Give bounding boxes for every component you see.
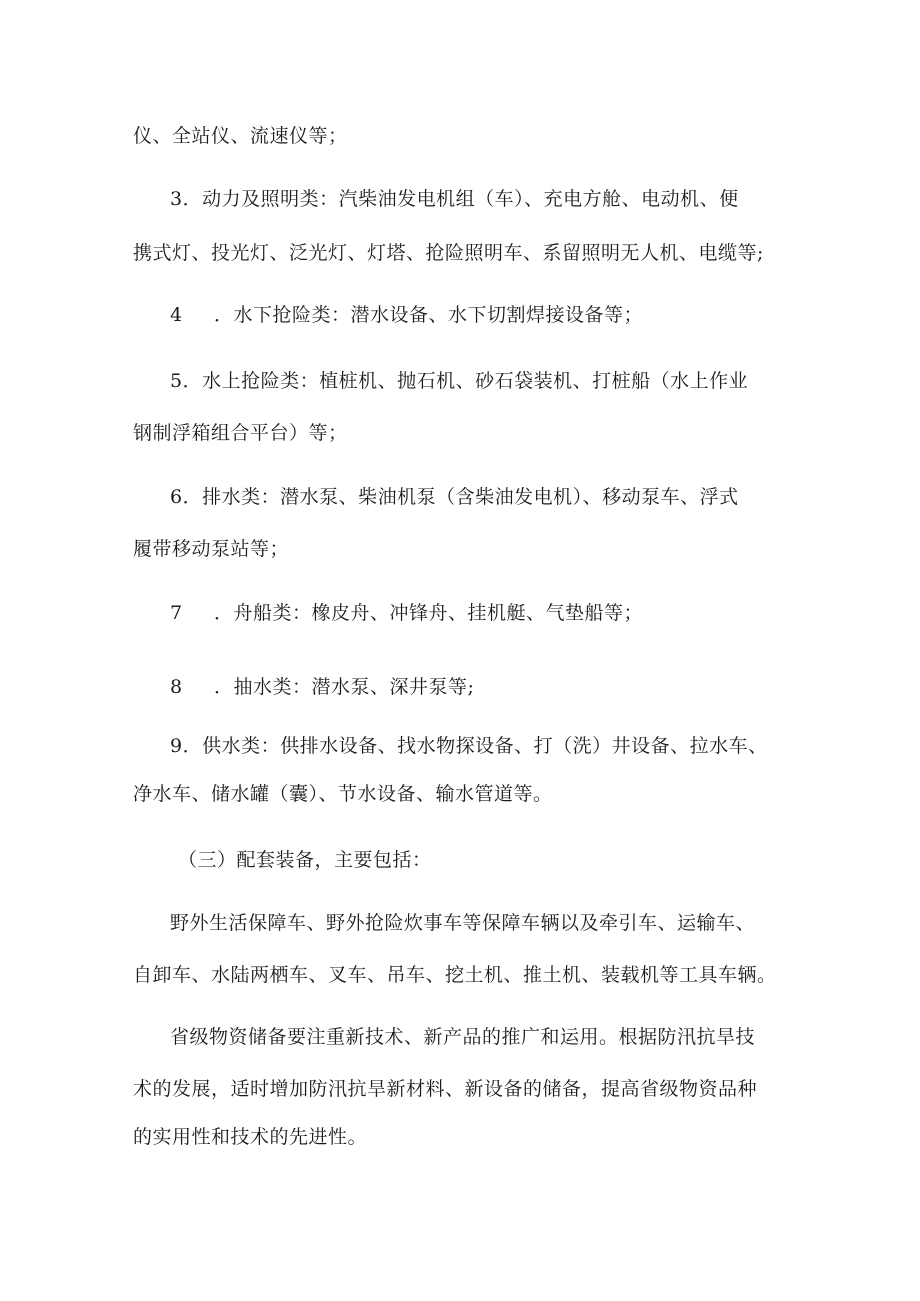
item-number: 8	[170, 676, 183, 698]
line-text: 的实用性和技术的先进性。	[133, 1126, 368, 1148]
line-text: 野外生活保障车、野外抢险炊事车等保障车辆以及牵引车、运输车、	[170, 912, 756, 934]
section-heading	[178, 847, 432, 873]
item-number: 4	[170, 304, 183, 326]
line-text: 术的发展，适时增加防汛抗旱新材料、新设备的储备，提高省级物资品种	[133, 1078, 758, 1100]
item-text: ．水上抢险类：植桩机、抛石机、砂石袋装机、打桩船（水上作业	[182, 370, 749, 392]
text-line	[133, 123, 348, 149]
line-text: 履带移动泵站等；	[133, 538, 290, 560]
line-text: 净水车、储水罐（囊）、节水设备、输水管道等。	[133, 783, 553, 805]
text-line	[133, 781, 553, 807]
line-text: 仪、全站仪、流速仪等；	[133, 125, 348, 147]
heading-text: （三）配套装备，主要包括：	[178, 849, 432, 871]
list-item-5	[170, 368, 748, 394]
item-number: 7	[170, 602, 183, 624]
text-line	[133, 240, 764, 266]
list-item-7	[170, 600, 643, 626]
paragraph-line	[170, 1024, 755, 1050]
item-number: 5	[170, 370, 183, 392]
item-text: ．动力及照明类：汽柴油发电机组（车）、充电方舱、电动机、便	[182, 188, 739, 210]
list-item-6	[170, 484, 739, 510]
list-item-8	[170, 674, 474, 700]
text-line	[133, 420, 348, 446]
text-line	[133, 1076, 757, 1102]
text-line	[133, 1124, 367, 1150]
line-text: 省级物资储备要注重新技术、新产品的推广和运用。根据防汛抗旱技	[170, 1026, 756, 1048]
item-text: ．供水类：供排水设备、找水物探设备、打（洗）井设备、拉水车、	[182, 735, 768, 757]
list-item-9	[170, 733, 768, 759]
list-item-3	[170, 186, 739, 212]
line-text: 钢制浮箱组合平台）等；	[133, 422, 348, 444]
item-text: ．水下抢险类：潜水设备、水下切割焊接设备等；	[214, 304, 644, 326]
paragraph-line	[170, 910, 755, 936]
item-text: ．抽水类：潜水泵、深井泵等;	[214, 676, 475, 698]
text-line	[133, 962, 777, 988]
item-number: 3	[170, 188, 183, 210]
line-text: 自卸车、水陆两栖车、叉车、吊车、挖土机、推土机、装载机等工具车辆。	[133, 964, 777, 986]
line-text: 携式灯、投光灯、泛光灯、灯塔、抢险照明车、系留照明无人机、电缆等;	[133, 242, 764, 264]
item-number: 9	[170, 735, 183, 757]
item-number: 6	[170, 486, 183, 508]
item-text: ．舟船类：橡皮舟、冲锋舟、挂机艇、气垫船等；	[214, 602, 644, 624]
item-text: ．排水类：潜水泵、柴油机泵（含柴油发电机）、移动泵车、浮式	[182, 486, 739, 508]
text-line	[133, 536, 289, 562]
list-item-4	[170, 302, 643, 328]
